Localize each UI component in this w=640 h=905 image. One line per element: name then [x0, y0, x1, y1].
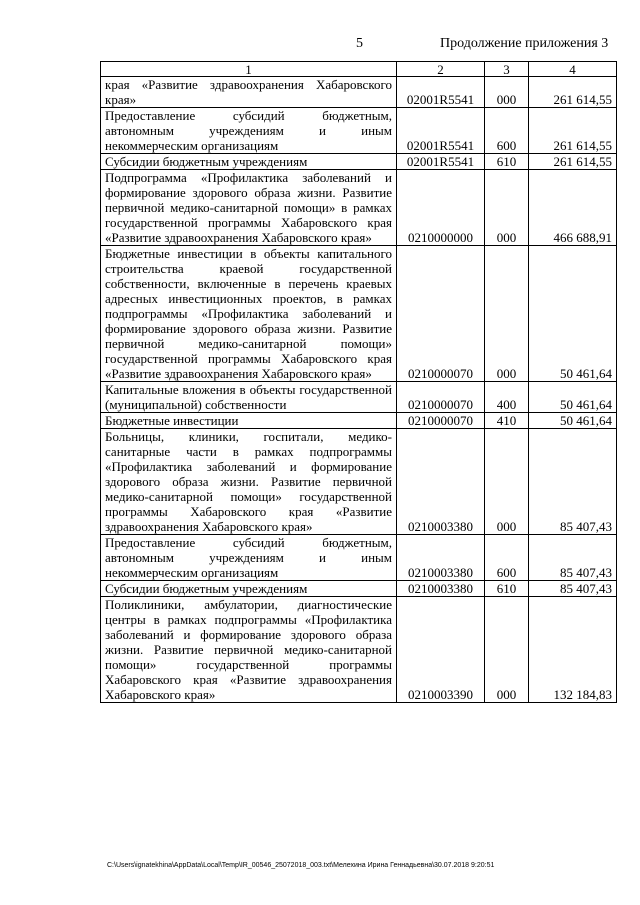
row-code: 0210003380	[397, 535, 485, 581]
table-row	[101, 108, 617, 154]
row-code: 0210003390	[397, 597, 485, 703]
row-name: Поликлиники, амбулатории, диагностические центры в рамках подпрограммы «Профилактика заболеваний и формирование здорового образа жизни. Развитие первичной медико-санитарной помощи» государственной программы Хабаровского края «Развитие здравоохранения Хабаровского края»	[101, 597, 397, 703]
row-amount: 261 614,55	[529, 77, 617, 108]
table-row	[101, 413, 617, 429]
row-name: Подпрограмма «Профилактика заболеваний и формирование здорового образа жизни. Развитие первичной медико-санитарной помощи» в рамках государственной программы Хабаровского края «Развитие здравоохранения Хабаровского края»	[101, 170, 397, 246]
row-amount: 50 461,64	[529, 382, 617, 413]
column-header-code: 2	[397, 62, 485, 77]
row-kind: 000	[485, 597, 529, 703]
row-kind: 610	[485, 154, 529, 170]
row-code: 0210000000	[397, 170, 485, 246]
row-kind: 410	[485, 413, 529, 429]
column-header-amount: 4	[529, 62, 617, 77]
continuation-title: Продолжение приложения 3	[440, 36, 609, 51]
row-kind: 000	[485, 170, 529, 246]
row-name: Бюджетные инвестиции в объекты капитального строительства краевой государственной собственности, включенные в перечень краевых адресных инвестиционных проектов, в рамках подпрограммы «Профилактика заболеваний и формирование здорового образа жизни. Развитие первичной медико-санитарной помощи» государственной программы Хабаровского края «Развитие здравоохранения Хабаровского края»	[101, 246, 397, 382]
table-row	[101, 597, 617, 703]
table-row	[101, 382, 617, 413]
column-header-row	[101, 62, 617, 77]
table-row	[101, 77, 617, 108]
row-name: Предоставление субсидий бюджетным, автономным учреждениям и иным некоммерческим организациям	[101, 535, 397, 581]
row-name: края «Развитие здравоохранения Хабаровского края»	[101, 77, 397, 108]
row-kind: 400	[485, 382, 529, 413]
row-name: Предоставление субсидий бюджетным, автономным учреждениям и иным некоммерческим организациям	[101, 108, 397, 154]
table-row	[101, 581, 617, 597]
row-code: 0210003380	[397, 429, 485, 535]
row-amount: 50 461,64	[529, 413, 617, 429]
row-code: 0210000070	[397, 246, 485, 382]
table-row	[101, 154, 617, 170]
budget-table	[100, 61, 617, 703]
table-body	[101, 77, 617, 703]
row-amount: 85 407,43	[529, 429, 617, 535]
page-number: 5	[356, 36, 363, 51]
column-header-kind: 3	[485, 62, 529, 77]
row-amount: 261 614,55	[529, 154, 617, 170]
column-header-name: 1	[101, 62, 397, 77]
row-kind: 000	[485, 429, 529, 535]
row-name: Бюджетные инвестиции	[101, 413, 397, 429]
row-amount: 261 614,55	[529, 108, 617, 154]
row-amount: 85 407,43	[529, 535, 617, 581]
row-name: Субсидии бюджетным учреждениям	[101, 581, 397, 597]
row-amount: 132 184,83	[529, 597, 617, 703]
row-name: Больницы, клиники, госпитали, медико-санитарные части в рамках подпрограммы «Профилактика заболеваний и формирование здорового образа жизни. Развитие первичной медико-санитарной помощи» государственной программы Хабаровского края «Развитие здравоохранения Хабаровского края»	[101, 429, 397, 535]
row-kind: 000	[485, 77, 529, 108]
row-name: Субсидии бюджетным учреждениям	[101, 154, 397, 170]
table-row	[101, 170, 617, 246]
row-kind: 000	[485, 246, 529, 382]
row-amount: 85 407,43	[529, 581, 617, 597]
table-row	[101, 429, 617, 535]
table-row	[101, 246, 617, 382]
row-code: 0210000070	[397, 413, 485, 429]
row-kind: 610	[485, 581, 529, 597]
row-kind: 600	[485, 108, 529, 154]
row-code: 02001R5541	[397, 108, 485, 154]
row-code: 02001R5541	[397, 77, 485, 108]
row-amount: 50 461,64	[529, 246, 617, 382]
row-code: 02001R5541	[397, 154, 485, 170]
row-amount: 466 688,91	[529, 170, 617, 246]
row-code: 0210000070	[397, 382, 485, 413]
row-code: 0210003380	[397, 581, 485, 597]
table-row	[101, 535, 617, 581]
footer-file-path: C:\Users\ignatekhina\AppData\Local\Temp\IR_00546_25072018_003.txt\Мелехина Ирина Геннадьевна\30.07.2018 9:20:51	[107, 862, 495, 869]
row-kind: 600	[485, 535, 529, 581]
row-name: Капитальные вложения в объекты государственной (муниципальной) собственности	[101, 382, 397, 413]
